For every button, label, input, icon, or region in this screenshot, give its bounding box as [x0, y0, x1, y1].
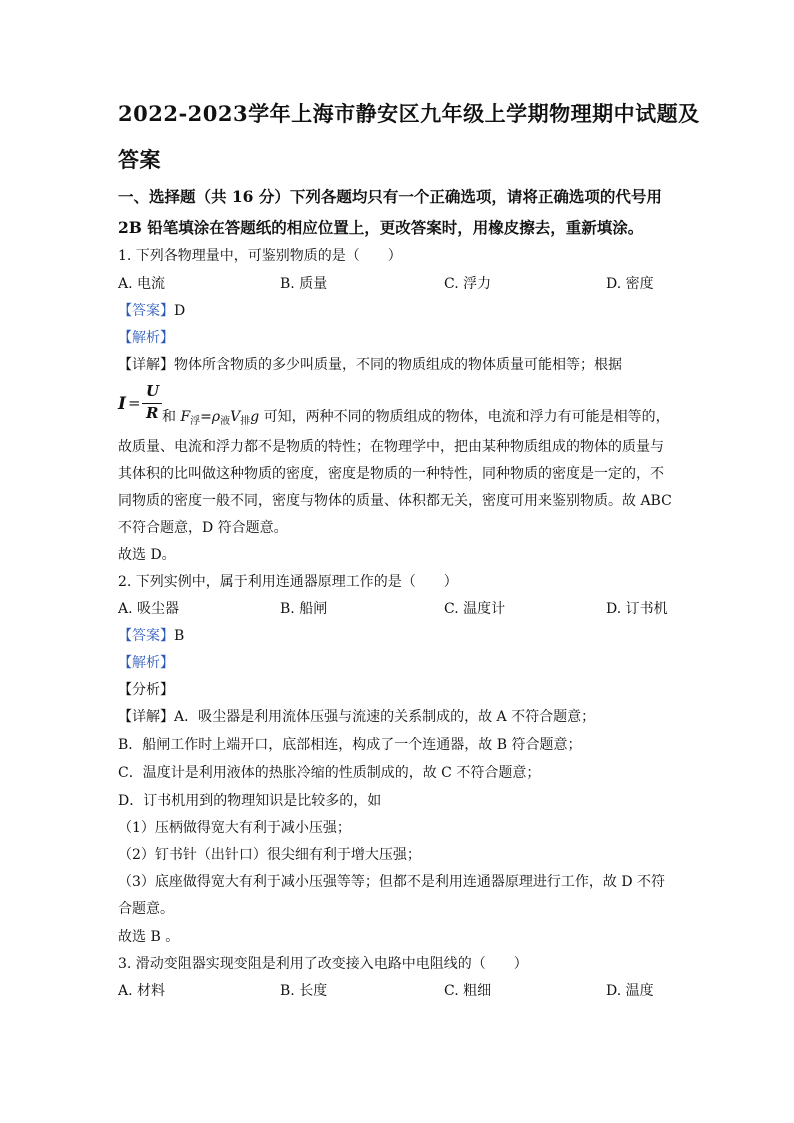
- detail-text: A．吸尘器是利用流体压强与流速的关系制成的，故 A 不符合题意；: [174, 709, 596, 725]
- formula-continuation: [162, 406, 670, 427]
- formula-voltage-symbol: U: [146, 382, 160, 400]
- q1-formula-line: [118, 382, 678, 432]
- q2-answer: [118, 627, 184, 645]
- detail-text: 物体所含物质的多少叫质量，不同的物质组成的物体质量可能相等；根据: [174, 357, 622, 373]
- q2-conclusion: 故选 B 。: [118, 929, 180, 945]
- volume-symbol: V: [230, 409, 241, 425]
- density-symbol: ρ: [211, 409, 221, 425]
- subscript-float: 浮: [190, 416, 201, 427]
- formula-resistance-symbol: R: [146, 404, 159, 422]
- q2-detail-line: （1）压柄做得宽大有利于减小压强；: [118, 820, 351, 836]
- answer-tag: 【答案】: [118, 628, 174, 644]
- q2-detail-line: D．订书机用到的物理知识是比较多的，如: [118, 793, 382, 809]
- q3-option-b: B. 长度: [280, 983, 328, 999]
- answer-value: B: [174, 628, 185, 644]
- q1-conclusion: 故选 D。: [118, 547, 176, 563]
- q1-option-a: A. 电流: [118, 276, 166, 292]
- q3-option-c: C. 粗细: [444, 983, 492, 999]
- q2-detail-line-1: [118, 708, 595, 726]
- formula-current-symbol: I: [118, 394, 126, 414]
- formula-equals-2: =: [200, 409, 212, 425]
- answer-value: D: [174, 303, 186, 319]
- q1-analysis-tag: 【解析】: [118, 330, 174, 346]
- q2-option-b: B. 船闸: [280, 601, 328, 617]
- answer-tag: 【答案】: [118, 303, 174, 319]
- formula-tail-text: 可知，两种不同的物质组成的物体，电流和浮力有可能是相等的，: [259, 409, 670, 425]
- q1-stem: 1. 下列各物理量中，可鉴别物质的是（ ）: [118, 248, 402, 264]
- q2-analysis-tag: 【解析】: [118, 655, 174, 671]
- subscript-displaced: 排: [240, 416, 251, 427]
- doc-title-line-2: 答案: [118, 147, 161, 172]
- q3-option-a: A. 材料: [118, 983, 166, 999]
- q2-fenxi-tag: 【分析】: [118, 682, 174, 698]
- q1-option-c: C. 浮力: [444, 276, 492, 292]
- q1-answer: [118, 302, 185, 320]
- q2-detail-line: C．温度计是利用液体的热胀冷缩的性质制成的，故 C 不符合题意；: [118, 765, 541, 781]
- q2-option-c: C. 温度计: [444, 601, 506, 617]
- q2-stem: 2. 下列实例中，属于利用连通器原理工作的是（ ）: [118, 574, 458, 590]
- section-heading-line-2: 2B 铅笔填涂在答题纸的相应位置上，更改答案时，用橡皮擦去，重新填涂。: [118, 218, 644, 237]
- buoyancy-symbol: F: [180, 409, 191, 425]
- q2-detail-line: （2）钉书针（出针口）很尖细有利于增大压强；: [118, 847, 421, 863]
- detail-tag: 【详解】: [118, 357, 174, 373]
- q1-detail-line: 故质量、电流和浮力都不是物质的特性；在物理学中，把由某种物质组成的物体的质量与: [118, 439, 664, 455]
- doc-title-line-1: 2022-2023学年上海市静安区九年级上学期物理期中试题及: [118, 101, 700, 126]
- gravity-symbol: g: [250, 409, 260, 425]
- q1-detail-line-1: [118, 356, 622, 374]
- q1-detail-line: 其体积的比叫做这种物质的密度，密度是物质的一种特性，同种物质的密度是一定的，不: [118, 466, 664, 482]
- q1-detail-line: 同物质的密度一般不同，密度与物体的质量、体积都无关，密度可用来鉴别物质。故 ABC: [118, 493, 672, 509]
- q2-detail-line: B．船闸工作时上端开口，底部相连，构成了一个连通器，故 B 符合题意；: [118, 737, 582, 753]
- subscript-liquid: 液: [220, 416, 231, 427]
- q3-stem: 3. 滑动变阻器实现变阻是利用了改变接入电路中电阻线的（ ）: [118, 956, 528, 972]
- detail-tag: 【详解】: [118, 709, 174, 725]
- q1-option-b: B. 质量: [280, 276, 328, 292]
- q2-option-d: D. 订书机: [606, 601, 668, 617]
- formula-and-text: 和: [162, 409, 181, 425]
- q2-detail-line: （3）底座做得宽大有利于减小压强等等；但都不是利用连通器原理进行工作，故 D 不符: [118, 874, 666, 890]
- q2-option-a: A. 吸尘器: [118, 601, 180, 617]
- q1-option-d: D. 密度: [606, 276, 654, 292]
- q1-detail-line: 不符合题意，D 符合题意。: [118, 520, 288, 536]
- q3-option-d: D. 温度: [606, 983, 654, 999]
- q2-detail-line: 合题意。: [118, 901, 174, 917]
- formula-equals: =: [128, 394, 141, 412]
- section-heading-line-1: 一、选择题（共 16 分）下列各题均只有一个正确选项，请将正确选项的代号用: [118, 187, 662, 206]
